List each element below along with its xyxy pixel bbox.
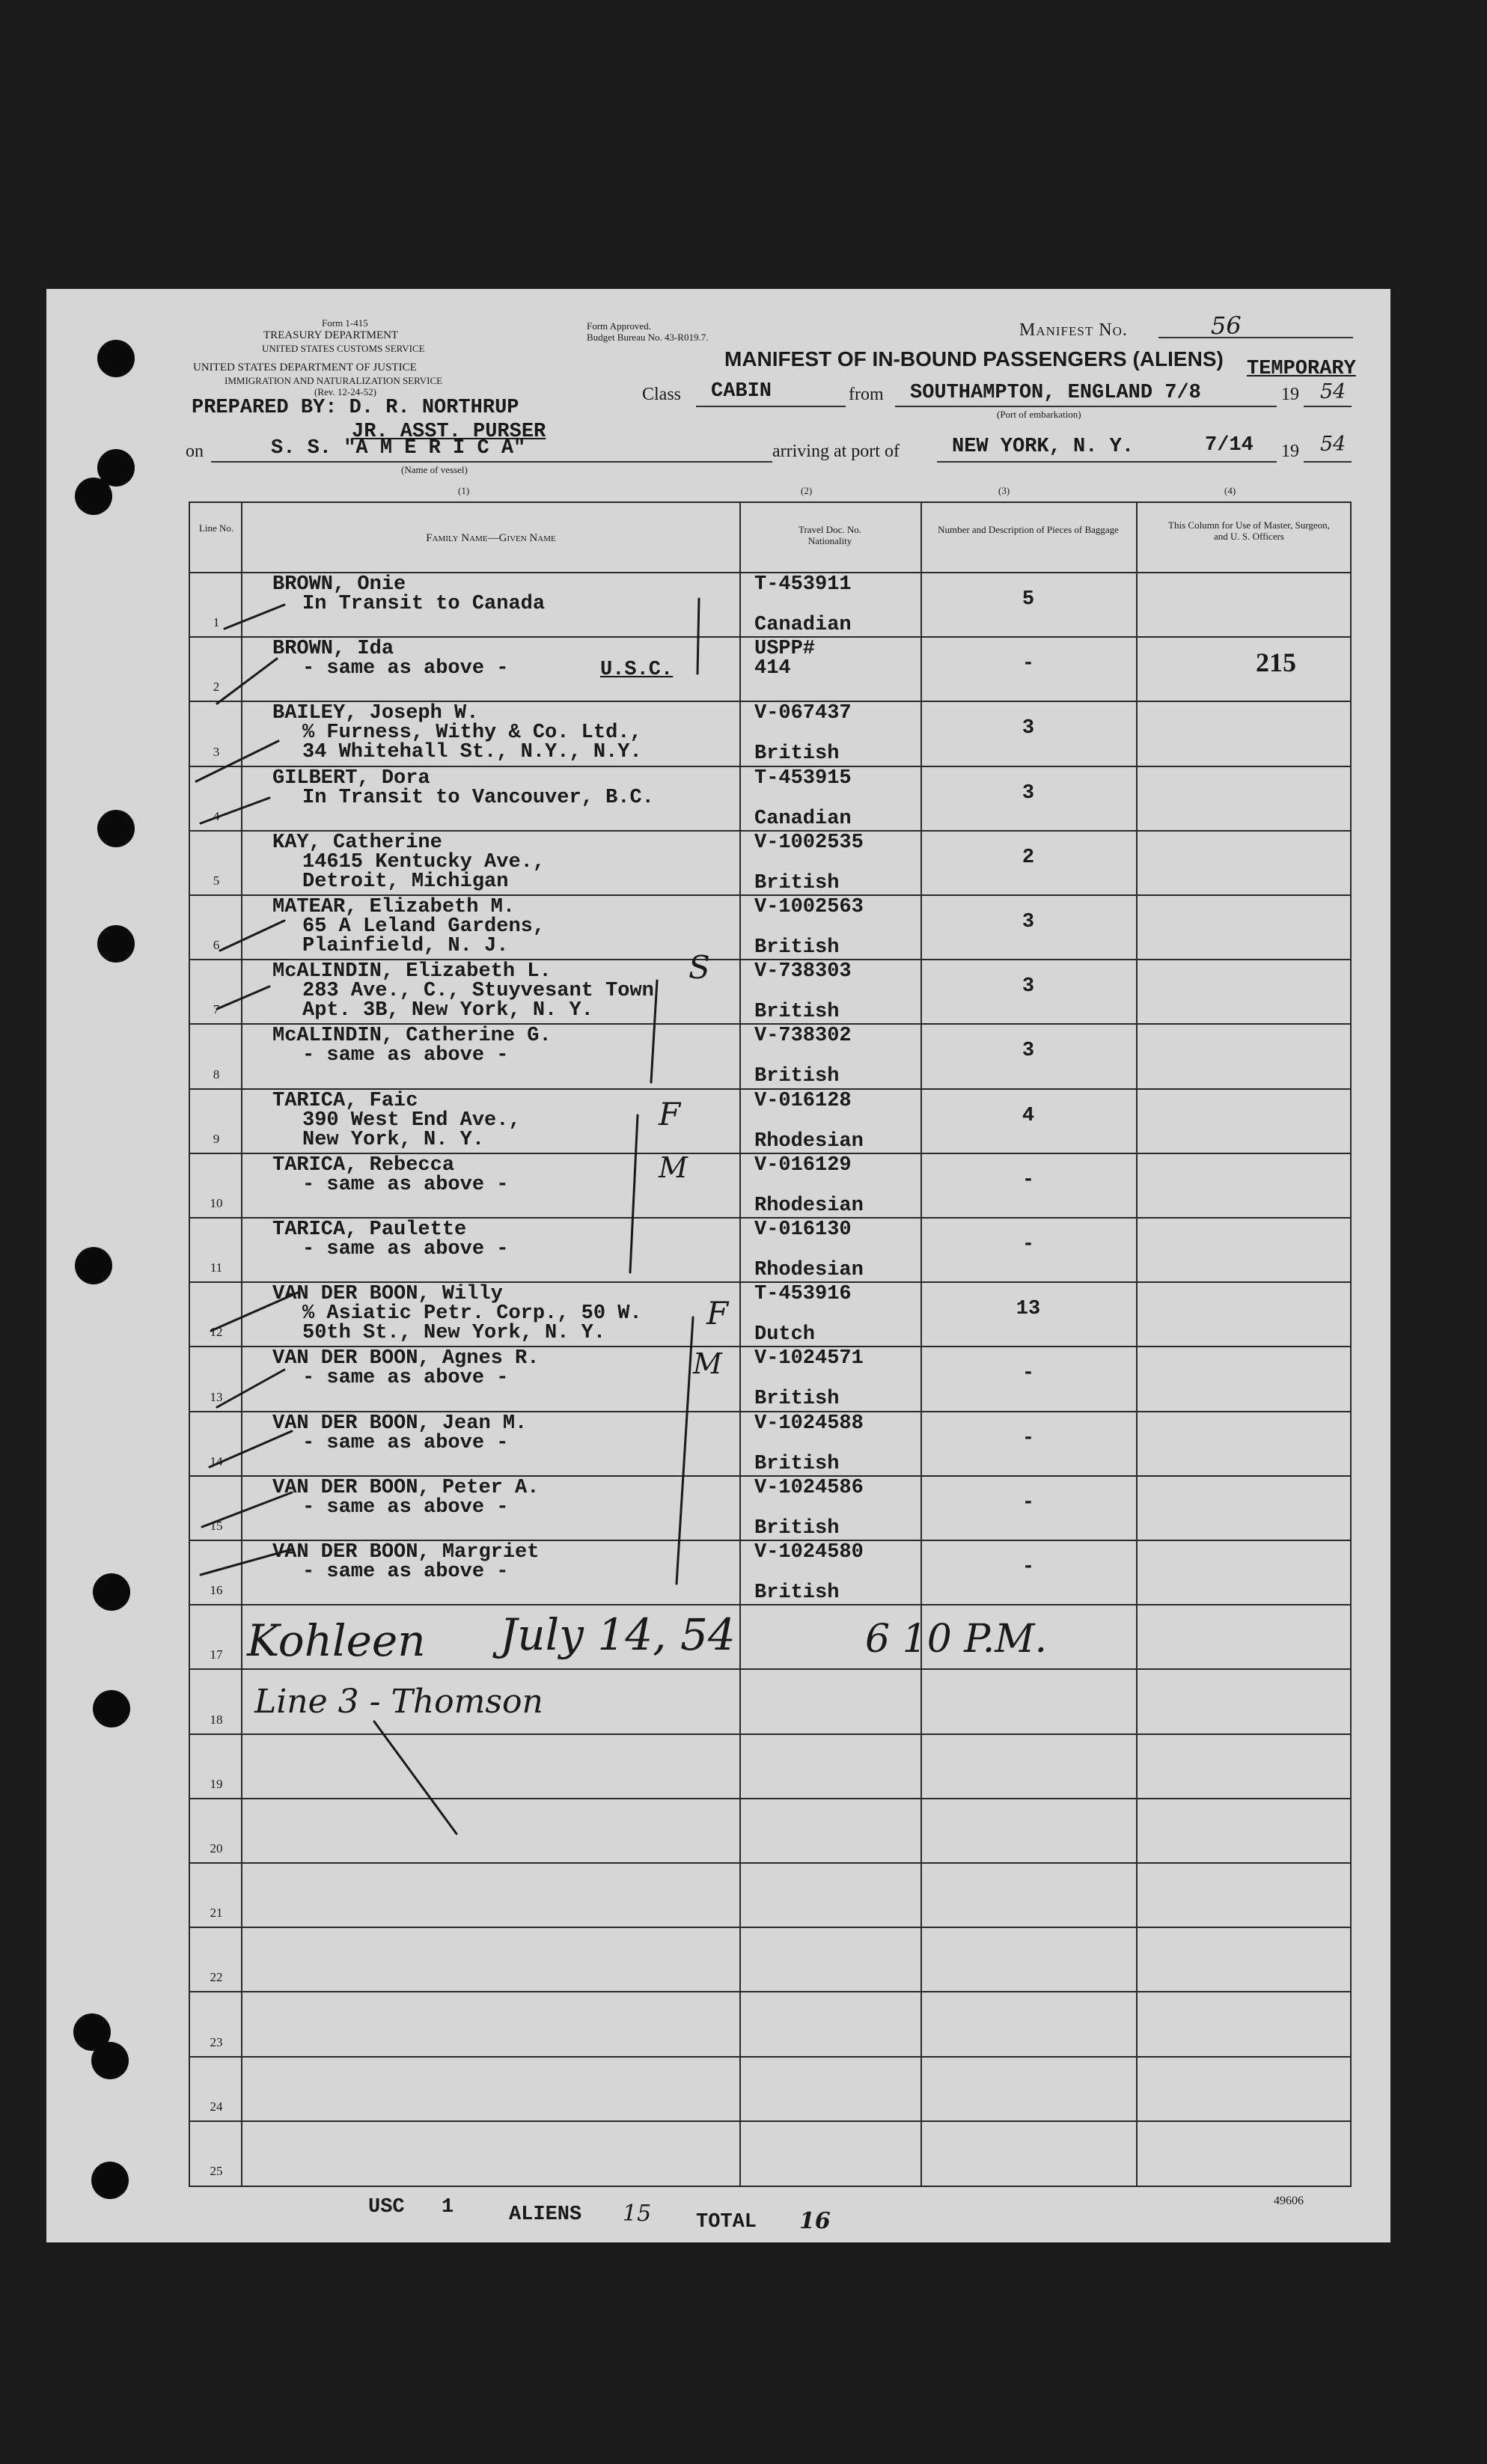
manifest-label: Manifest No. [1019, 320, 1128, 340]
mark-m1: M [659, 1151, 688, 1184]
passenger-detail-line2: - same as above - [302, 1561, 509, 1583]
date-line17: July 14, 54 [500, 1609, 736, 1660]
passenger-detail-line2: - same as above - [302, 1431, 509, 1454]
column-number: (2) [801, 485, 813, 496]
travel-doc-number: T-453911 [754, 573, 852, 596]
line-number: 7 [213, 1002, 220, 1017]
temporary-stamp: TEMPORARY [1247, 358, 1356, 380]
footer-total-label: TOTAL [696, 2211, 757, 2233]
line-number: 6 [213, 938, 220, 953]
line-number: 22 [210, 1970, 223, 1985]
travel-doc-number: V-1002563 [754, 896, 864, 918]
column-number: (3) [998, 485, 1010, 496]
line-number: 15 [210, 1519, 223, 1533]
passenger-detail-line3: New York, N. Y. [302, 1128, 485, 1151]
nationality: Rhodesian [754, 1194, 864, 1217]
line-number: 13 [210, 1389, 223, 1404]
line-number: 12 [210, 1325, 223, 1340]
year-prefix-1: 19 [1281, 385, 1299, 404]
form-code: 49606 [1274, 2195, 1304, 2207]
time-line17: 6 10 P.M. [865, 1617, 1048, 1662]
travel-doc-number: V-067437 [754, 702, 852, 725]
line-number: 3 [213, 744, 220, 759]
line-number: 14 [210, 1454, 223, 1469]
nationality: British [754, 1388, 840, 1411]
passenger-detail-line3: Apt. 3B, New York, N. Y. [302, 999, 593, 1022]
nationality: British [754, 1065, 840, 1088]
baggage-count: - [1022, 1427, 1035, 1450]
passenger-detail-line2: 65 A Leland Gardens, [302, 915, 546, 938]
class-label: Class [642, 385, 682, 404]
form-revision: (Rev. 12-24-52) [314, 386, 376, 397]
passenger-detail-line2: In Transit to Canada [302, 593, 546, 615]
arrival-port: NEW YORK, N. Y. [952, 436, 1135, 458]
passenger-detail-line2: % Asiatic Petr. Corp., 50 W. [302, 1302, 642, 1326]
line-number: 25 [210, 2164, 223, 2178]
line-number: 4 [213, 808, 220, 823]
travel-doc-number: V-1024571 [754, 1347, 864, 1370]
nationality: British [754, 936, 840, 959]
nationality: Rhodesian [754, 1129, 864, 1153]
line-number: 18 [210, 1712, 223, 1727]
footer-aliens-value: 15 [623, 2201, 652, 2227]
passenger-detail-line2: - same as above - [302, 1367, 509, 1390]
agency-ins: IMMIGRATION AND NATURALIZATION SERVICE [225, 375, 443, 386]
header-officers: This Column for Use of Master, Surgeon, and U. S. Officers [1168, 519, 1330, 542]
travel-doc-number: T-453916 [754, 1283, 852, 1306]
line-number: 17 [210, 1647, 223, 1662]
passenger-name: VAN DER BOON, Peter A. [272, 1476, 540, 1499]
passenger-detail-line2: - same as above - [302, 1238, 509, 1260]
line-number: 24 [210, 2099, 223, 2114]
nationality: British [754, 1582, 840, 1604]
on-label: on [186, 442, 204, 461]
passenger-name: TARICA, Rebecca [272, 1153, 455, 1177]
baggage-count: - [1022, 1168, 1035, 1192]
baggage-count: 3 [1022, 975, 1035, 998]
nationality: Dutch [754, 1323, 816, 1347]
nationality: Rhodesian [754, 1259, 864, 1281]
footer-usc-value: 1 [442, 2196, 454, 2218]
passenger-detail-line2: 283 Ave., C., Stuyvesant Town [302, 980, 654, 1003]
arriving-label: arriving at port of [772, 442, 900, 461]
passenger-detail-line2: - same as above - [302, 1173, 509, 1196]
year-value-1: 54 [1320, 380, 1346, 403]
baggage-count: - [1022, 1491, 1035, 1514]
baggage-count: 2 [1022, 846, 1035, 869]
travel-doc-number: V-016129 [754, 1153, 852, 1177]
travel-doc-number: V-1024580 [754, 1541, 864, 1564]
mark-m2: M [693, 1347, 722, 1380]
passenger-detail-line3: Detroit, Michigan [302, 870, 509, 893]
passenger-name: GILBERT, Dora [272, 766, 430, 790]
agency-customs: UNITED STATES CUSTOMS SERVICE [262, 343, 425, 354]
travel-doc-number: USPP# [754, 638, 816, 661]
baggage-count: - [1022, 1556, 1035, 1579]
baggage-count: 13 [1016, 1298, 1041, 1321]
travel-doc-number: V-738302 [754, 1025, 852, 1048]
passenger-name: VAN DER BOON, Margriet [272, 1541, 540, 1564]
travel-doc-number: V-738303 [754, 960, 852, 984]
baggage-count: 5 [1022, 588, 1035, 611]
agency-treasury: TREASURY DEPARTMENT [263, 329, 399, 341]
year-prefix-2: 19 [1281, 442, 1299, 461]
passenger-name: KAY, Catherine [272, 831, 442, 854]
mark-f1: F [659, 1096, 681, 1132]
baggage-count: - [1022, 653, 1035, 676]
passenger-detail-line2: % Furness, Withy & Co. Ltd., [302, 722, 642, 745]
baggage-count: 3 [1022, 781, 1035, 805]
nationality: British [754, 1452, 840, 1475]
arrival-date: 7/14 [1205, 434, 1254, 457]
budget-bureau: Budget Bureau No. 43-R019.7. [587, 332, 709, 343]
passenger-name: VAN DER BOON, Willy [272, 1283, 503, 1306]
nationality: 414 [754, 657, 791, 680]
column-number: (4) [1224, 485, 1236, 496]
passenger-detail-line2: - same as above - [302, 1495, 509, 1519]
signature-line17: Kohleen [247, 1615, 426, 1666]
vessel-caption: (Name of vessel) [401, 464, 468, 475]
line-number: 23 [210, 2034, 223, 2049]
baggage-count: - [1022, 1362, 1035, 1385]
line-number: 21 [210, 1906, 223, 1921]
travel-doc-number: T-453915 [754, 766, 852, 790]
footer-usc-label: USC [368, 2196, 405, 2218]
baggage-count: 3 [1022, 1040, 1035, 1063]
passenger-name: McALINDIN, Catherine G. [272, 1025, 552, 1048]
nationality: British [754, 1001, 840, 1024]
usc-mark: U.S.C. [600, 659, 674, 682]
manifest-title: MANIFEST OF IN-BOUND PASSENGERS (ALIENS) [724, 347, 1224, 370]
port-embarkation-caption: (Port of embarkation) [997, 409, 1081, 420]
baggage-count: 3 [1022, 717, 1035, 740]
line-number: 1 [213, 615, 220, 630]
line-number: 8 [213, 1067, 220, 1082]
passenger-detail-line3: 50th St., New York, N. Y. [302, 1322, 606, 1345]
passenger-name: BROWN, Ida [272, 638, 394, 661]
line-number: 9 [213, 1131, 220, 1146]
line-number: 16 [210, 1583, 223, 1598]
from-value: SOUTHAMPTON, ENGLAND 7/8 [910, 382, 1201, 404]
prepared-by: PREPARED BY: D. R. NORTHRUP [192, 397, 519, 419]
vessel-name: S. S. "A M E R I C A" [271, 437, 526, 460]
travel-doc-number: V-016130 [754, 1219, 852, 1241]
baggage-count: - [1022, 1233, 1035, 1256]
column-number: (1) [458, 485, 470, 496]
from-label: from [849, 385, 884, 404]
line-number: 11 [210, 1260, 223, 1275]
nationality: British [754, 742, 840, 766]
agency-justice: UNITED STATES DEPARTMENT OF JUSTICE [193, 362, 417, 373]
travel-doc-number: V-016128 [754, 1089, 852, 1112]
class-value: CABIN [711, 380, 772, 403]
travel-doc-number: V-1002535 [754, 831, 864, 854]
passenger-detail-line2: 14615 Kentucky Ave., [302, 850, 546, 873]
header-travel-doc: Travel Doc. No. Nationality [798, 524, 861, 546]
passenger-detail-line3: 34 Whitehall St., N.Y., N.Y. [302, 741, 642, 764]
line-number: 5 [213, 873, 220, 888]
nationality: Canadian [754, 614, 852, 636]
officer-note: 215 [1256, 647, 1296, 678]
passenger-name: TARICA, Paulette [272, 1219, 467, 1241]
passenger-detail-line2: 390 West End Ave., [302, 1109, 521, 1132]
travel-doc-number: V-1024588 [754, 1412, 864, 1435]
passenger-name: McALINDIN, Elizabeth L. [272, 960, 552, 984]
passenger-detail-line2: - same as above - [302, 657, 509, 680]
baggage-count: 4 [1022, 1104, 1035, 1127]
manifest-number: 56 [1211, 311, 1242, 340]
baggage-count: 3 [1022, 911, 1035, 933]
line-number: 20 [210, 1841, 223, 1855]
header-name: Family Name—Given Name [426, 532, 556, 544]
passenger-detail-line2: - same as above - [302, 1044, 509, 1067]
passenger-name: BAILEY, Joseph W. [272, 702, 479, 725]
nationality: British [754, 871, 840, 894]
footer-total-value: 16 [799, 2208, 831, 2234]
signature-line18: Line 3 - Thomson [254, 1683, 543, 1721]
passenger-name: MATEAR, Elizabeth M. [272, 896, 516, 918]
passenger-name: VAN DER BOON, Agnes R. [272, 1347, 540, 1370]
header-line-no: Line No. [198, 522, 234, 534]
nationality: British [754, 1516, 840, 1540]
footer-aliens-label: ALIENS [509, 2204, 582, 2226]
mark-f2: F [706, 1295, 729, 1332]
nationality: Canadian [754, 807, 852, 830]
prepared-title: JR. ASST. PURSER [352, 421, 546, 443]
travel-doc-number: V-1024586 [754, 1476, 864, 1499]
passenger-name: VAN DER BOON, Jean M. [272, 1412, 528, 1435]
mark-s: S [688, 949, 710, 986]
line-number: 19 [210, 1776, 223, 1791]
line-number: 2 [213, 680, 220, 695]
line-number: 10 [210, 1196, 223, 1210]
passenger-detail-line3: Plainfield, N. J. [302, 935, 509, 957]
header-baggage: Number and Description of Pieces of Baggage [938, 524, 1119, 535]
year-value-2: 54 [1320, 433, 1346, 456]
passenger-name: BROWN, Onie [272, 573, 406, 596]
form-number: Form 1-415 [322, 317, 368, 329]
passenger-name: TARICA, Faic [272, 1089, 418, 1112]
passenger-detail-line2: In Transit to Vancouver, B.C. [302, 786, 654, 809]
form-approved: Form Approved. [587, 320, 651, 332]
